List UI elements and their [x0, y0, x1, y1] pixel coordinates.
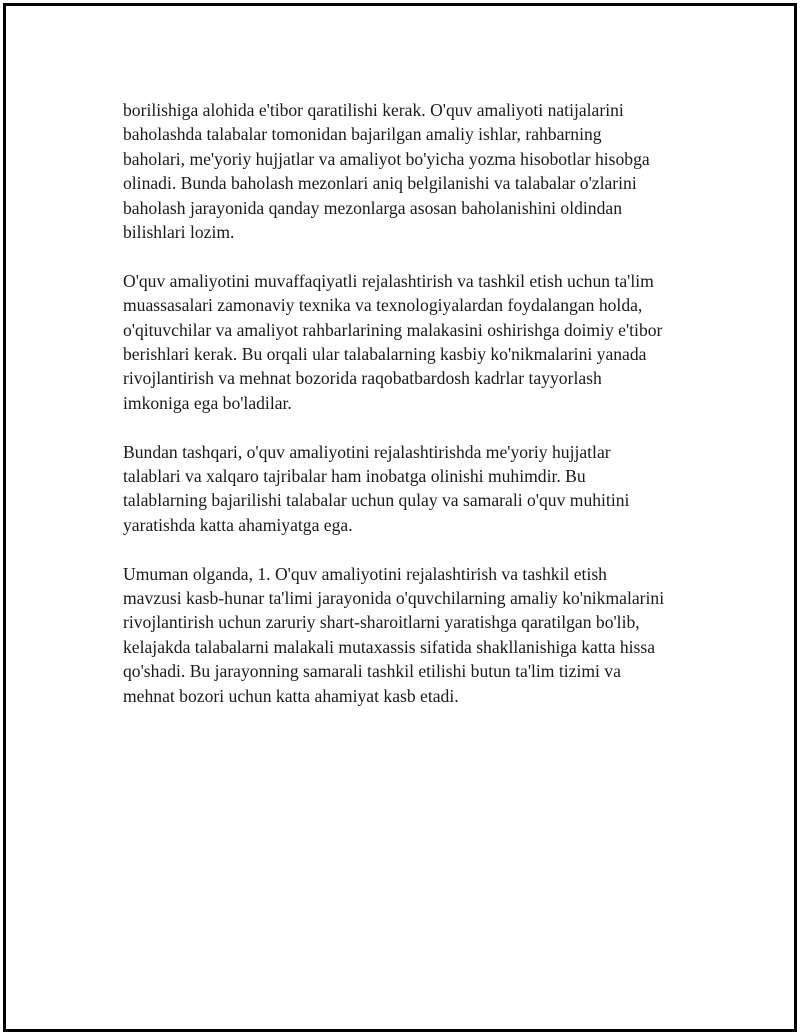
paragraph-4 — [123, 562, 703, 708]
text-line: O'quv amaliyotini muvaffaqiyatli rejalashtirish va tashkil etish uchun ta'lim — [123, 270, 654, 291]
text-line: mehnat bozori uchun katta ahamiyat kasb etadi. — [123, 685, 459, 706]
text-line: Bundan tashqari, o'quv amaliyotini rejalashtirishda me'yoriy hujjatlar — [123, 441, 611, 462]
paragraph-1 — [123, 98, 703, 244]
text-line: baholash jarayonida qanday mezonlarga asosan baholanishini oldindan — [123, 197, 622, 218]
text-line: baholari, me'yoriy hujjatlar va amaliyot bo'yicha yozma hisobotlar hisobga — [123, 148, 650, 169]
text-line: talablari va xalqaro tajribalar ham inobatga olinishi muhimdir. Bu — [123, 466, 586, 487]
text-line: qo'shadi. Bu jarayonning samarali tashkil etilishi butun ta'lim tizimi va — [123, 661, 621, 682]
page-frame — [3, 3, 797, 1032]
text-line: mavzusi kasb-hunar ta'limi jarayonida o'quvchilarning amaliy ko'nikmalarini — [123, 588, 665, 609]
text-line: bilishlari lozim. — [123, 222, 235, 243]
text-line: muassasalari zamonaviy texnika va texnologiyalardan foydalangan holda, — [123, 295, 643, 316]
text-line: rivojlantirish va mehnat bozorida raqobatbardosh kadrlar tayyorlash — [123, 368, 602, 389]
text-line: kelajakda talabalarni malakali mutaxassis sifatida shakllanishiga katta hissa — [123, 636, 656, 657]
text-line: borilishiga alohida e'tibor qaratilishi kerak. O'quv amaliyoti natijalarini — [123, 100, 624, 120]
document-body — [123, 98, 703, 708]
text-line: baholashda talabalar tomonidan bajarilgan amaliy ishlar, rahbarning — [123, 124, 602, 145]
text-line: yaratishda katta ahamiyatga ega. — [123, 514, 353, 535]
paragraph-2 — [123, 269, 703, 415]
text-line: talablarning bajarilishi talabalar uchun qulay va samarali o'quv muhitini — [123, 490, 630, 511]
text-line: imkoniga ega bo'ladilar. — [123, 392, 292, 413]
text-line: olinadi. Bunda baholash mezonlari aniq belgilanishi va talabalar o'zlarini — [123, 173, 637, 194]
text-line: rivojlantirish uchun zaruriy shart-sharoitlarni yaratishga qaratilgan bo'lib, — [123, 612, 640, 633]
text-line: o'qituvchilar va amaliyot rahbarlarining malakasini oshirishga doimiy e'tibor — [123, 319, 663, 340]
paragraph-3 — [123, 440, 703, 538]
text-line: berishlari kerak. Bu orqali ular talabalarning kasbiy ko'nikmalarini yanada — [123, 344, 647, 365]
text-line: Umuman olganda, 1. O'quv amaliyotini rejalashtirish va tashkil etish — [123, 563, 607, 584]
